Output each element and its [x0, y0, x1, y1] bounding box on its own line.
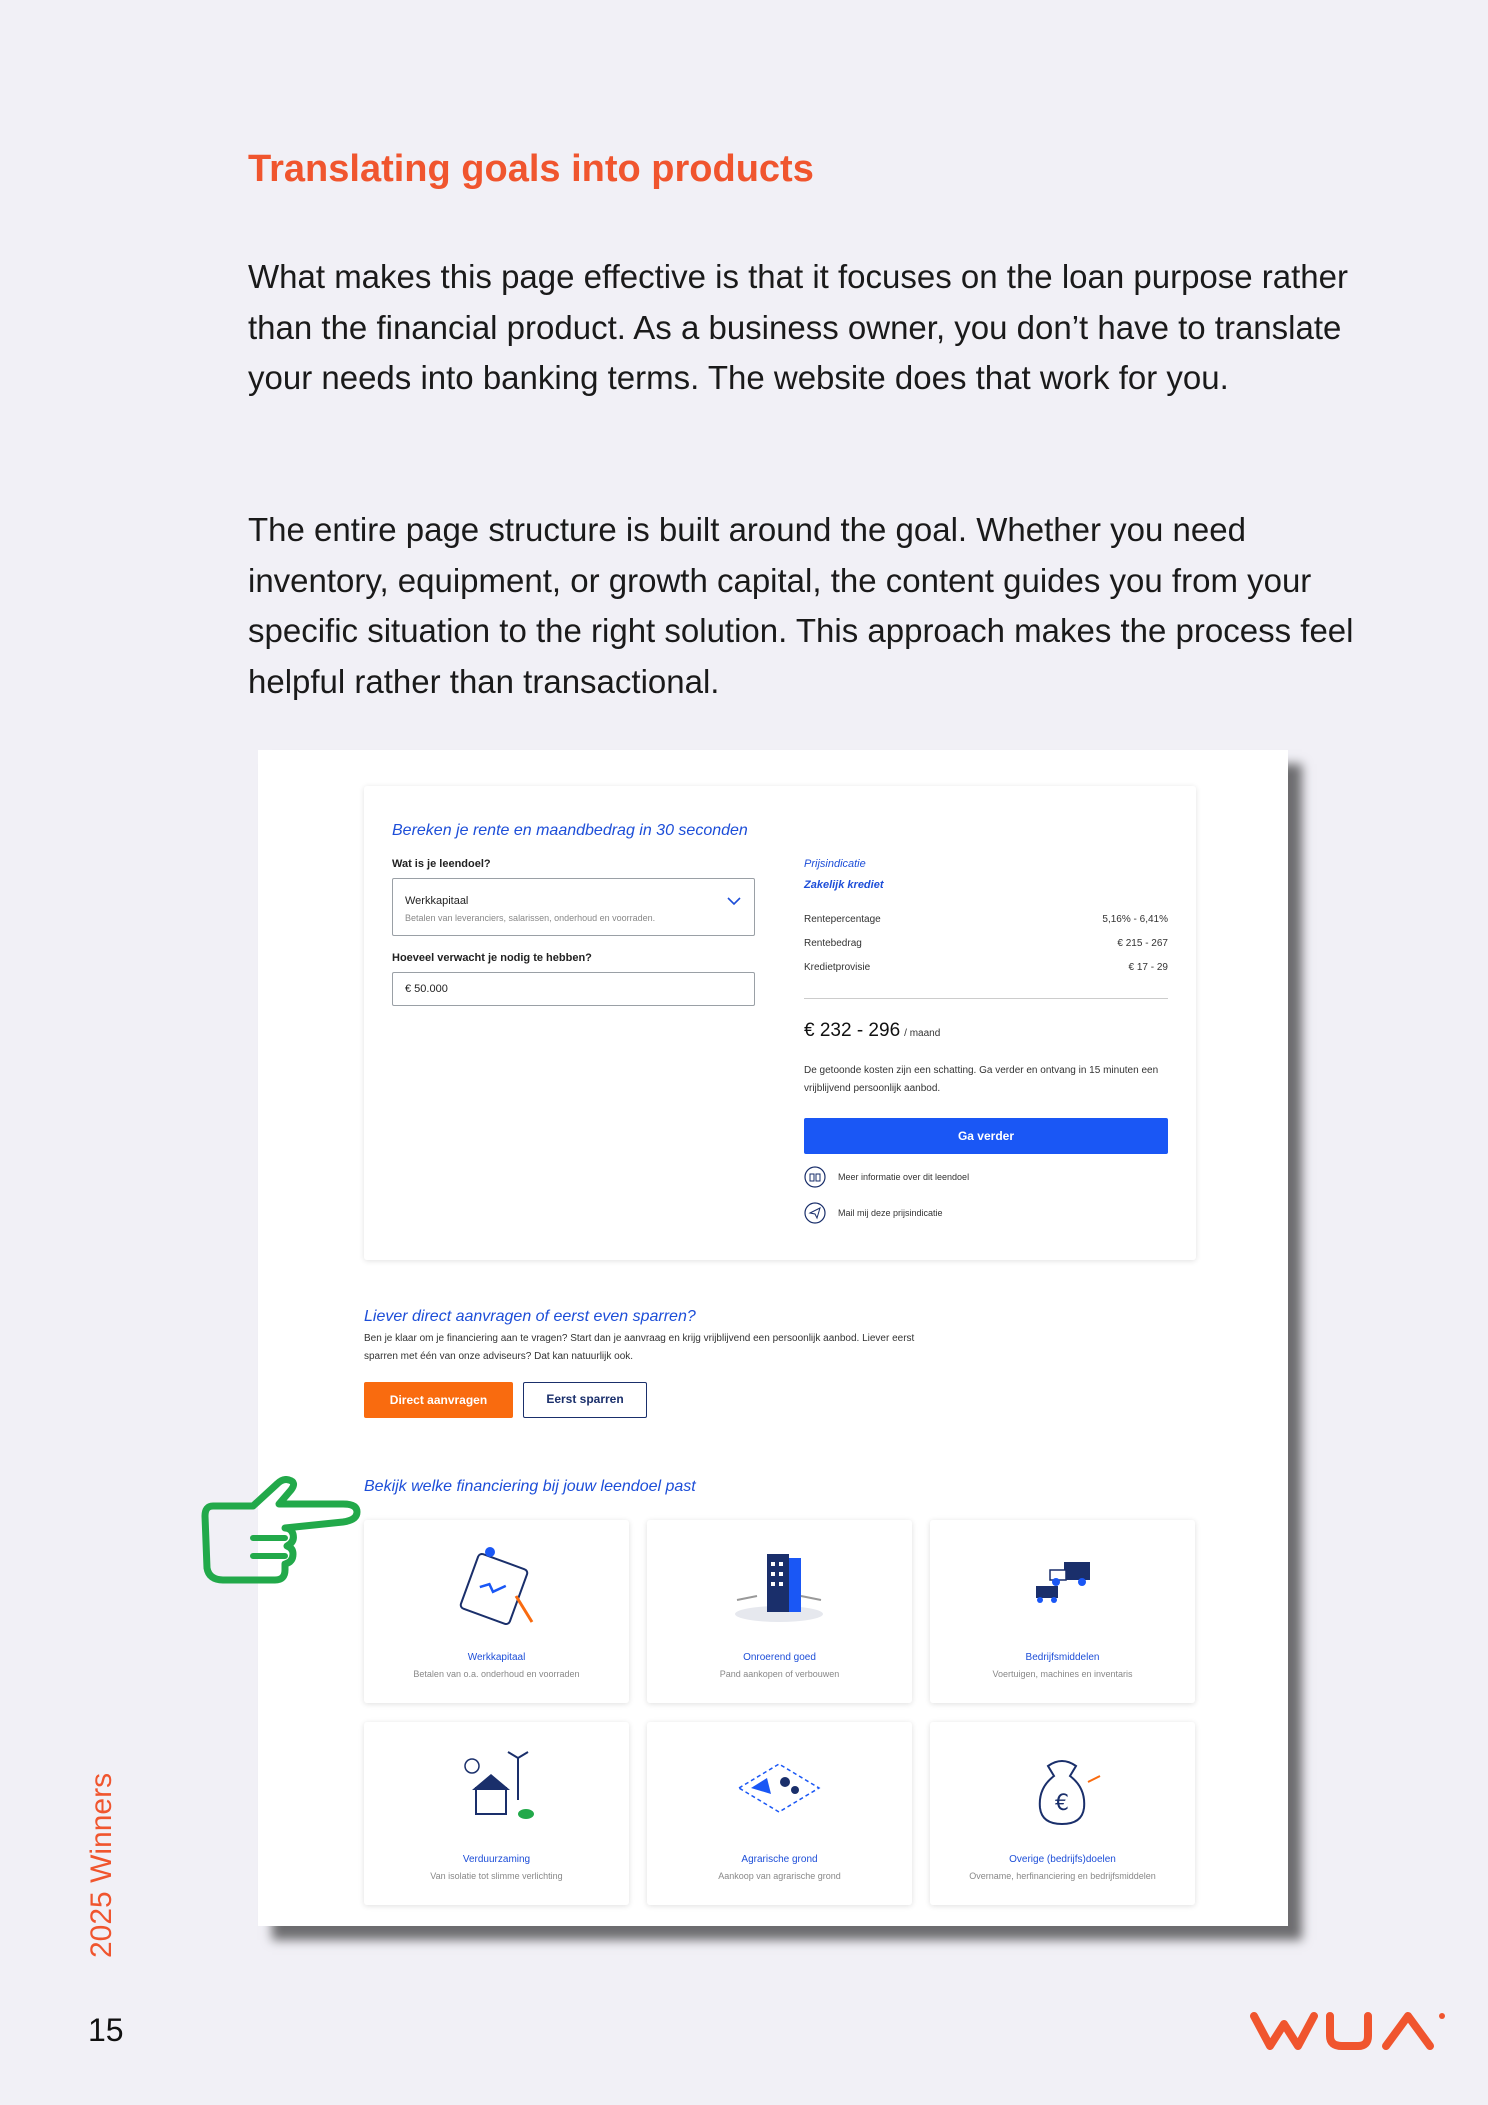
continue-button[interactable]: Ga verder [804, 1118, 1168, 1154]
price-row-value: € 17 - 29 [1128, 962, 1168, 973]
goal-label: Wat is je leendoel? [392, 858, 491, 870]
price-row-label: Rentebedrag [804, 938, 862, 949]
land-plot-icon [729, 1738, 829, 1838]
side-label: 2025 Winners [85, 1772, 118, 1958]
price-row-value: € 215 - 267 [1117, 938, 1168, 949]
goal-tile-title: Verduurzaming [462, 1854, 531, 1865]
goal-tile-subtitle: Pand aankopen of verbouwen [719, 1669, 840, 1679]
amount-input-value: € 50.000 [405, 983, 448, 995]
pointing-hand-icon [193, 1476, 363, 1606]
goal-tile-werkkapitaal[interactable] [364, 1520, 629, 1703]
price-indication [804, 786, 1170, 1260]
clipboard-chart-icon [446, 1536, 546, 1636]
goal-tile-subtitle: Van isolatie tot slimme verlichting [430, 1871, 563, 1881]
goal-tile-verduurzaming[interactable] [364, 1722, 629, 1905]
paragraph-1: What makes this page effective is that it focuses on the loan purpose rather than the financial product. As a business owner, you don’t have to translate your needs into banking terms. The website does that work for you. [248, 258, 1349, 397]
paragraph-2: The entire page structure is built around the goal. Whether you need inventory, equipment, or growth capital, the content guides you from your specific situation to the right solution. This approach makes the process feel helpful rather than transactional. [248, 511, 1354, 700]
send-icon [804, 1202, 826, 1224]
amount-input[interactable] [392, 972, 755, 1006]
page-number: 15 [88, 2012, 124, 2048]
price-indication-product: Zakelijk krediet [804, 879, 884, 891]
goal-tile-title: Onroerend goed [743, 1652, 816, 1663]
money-bag-icon [1012, 1738, 1112, 1838]
apply-title: Liever direct aanvragen of eerst even sparren? [364, 1308, 696, 1325]
monthly-total [804, 1020, 940, 1042]
mail-link-label: Mail mij deze prijsindicatie [838, 1208, 943, 1218]
price-row [804, 938, 1168, 949]
monthly-total-amount: € 232 - 296 [804, 1020, 901, 1041]
goal-tile-subtitle: Overname, herfinanciering en bedrijfsmiddelen [969, 1871, 1156, 1881]
goal-tile-title: Werkkapitaal [467, 1652, 526, 1663]
wua-logo [1248, 2010, 1448, 2052]
book-icon [804, 1166, 826, 1188]
apply-text: Ben je klaar om je financiering aan te vragen? Start dan je aanvraag en krijg vrijblijvend een persoonlijk aanbod. Liever eerst sparren met één van onze adviseurs? Dat kan natuurlijk ook. [364, 1333, 915, 1362]
price-row-label: Rentepercentage [804, 914, 881, 925]
monthly-total-unit: / maand [904, 1028, 941, 1039]
goal-tile-subtitle: Betalen van o.a. onderhoud en voorraden [413, 1669, 580, 1679]
chevron-down-icon [726, 895, 742, 907]
goal-tile-bedrijfsmiddelen[interactable] [930, 1520, 1195, 1703]
price-row-value: 5,16% - 6,41% [1102, 914, 1168, 925]
price-indication-title: Prijsindicatie [804, 858, 866, 870]
green-house-icon [446, 1738, 546, 1838]
calculator-card [364, 786, 1196, 1260]
goal-tile-title: Overige (bedrijfs)doelen [1009, 1854, 1116, 1865]
goals-title: Bekijk welke financiering bij jouw leendoel past [364, 1478, 696, 1495]
amount-label: Hoeveel verwacht je nodig te hebben? [392, 952, 592, 964]
price-row [804, 962, 1168, 973]
vehicles-icon [1012, 1536, 1112, 1636]
goal-tile-onroerend-goed[interactable] [647, 1520, 912, 1703]
svg-text:€: € [1055, 1791, 1069, 1816]
goal-tile-agrarische-grond[interactable] [647, 1722, 912, 1905]
goal-select-value: Werkkapitaal [405, 895, 469, 907]
goal-tile-title: Agrarische grond [741, 1854, 818, 1865]
consult-button[interactable]: Eerst sparren [523, 1382, 647, 1418]
price-row [804, 914, 1168, 925]
info-link-label: Meer informatie over dit leendoel [838, 1172, 970, 1182]
goal-tile-subtitle: Voertuigen, machines en inventaris [992, 1669, 1133, 1679]
section-heading: Translating goals into products [248, 148, 814, 190]
website-screenshot [258, 750, 1288, 1926]
goal-select[interactable] [392, 878, 755, 936]
goal-select-description: Betalen van leveranciers, salarissen, onderhoud en voorraden. [405, 913, 656, 923]
calculator-title: Bereken je rente en maandbedrag in 30 seconden [392, 822, 748, 839]
goal-tile-overige-doelen[interactable] [930, 1722, 1195, 1905]
apply-now-button[interactable]: Direct aanvragen [364, 1382, 513, 1418]
building-icon [729, 1536, 829, 1636]
goal-tile-subtitle: Aankoop van agrarische grond [718, 1871, 841, 1881]
price-row-label: Kredietprovisie [804, 962, 871, 973]
goal-tile-title: Bedrijfsmiddelen [1025, 1652, 1100, 1663]
divider [804, 998, 1168, 999]
estimate-note: De getoonde kosten zijn een schatting. Ga verder en ontvang in 15 minuten een vrijblijvend persoonlijk aanbod. [804, 1065, 1159, 1094]
